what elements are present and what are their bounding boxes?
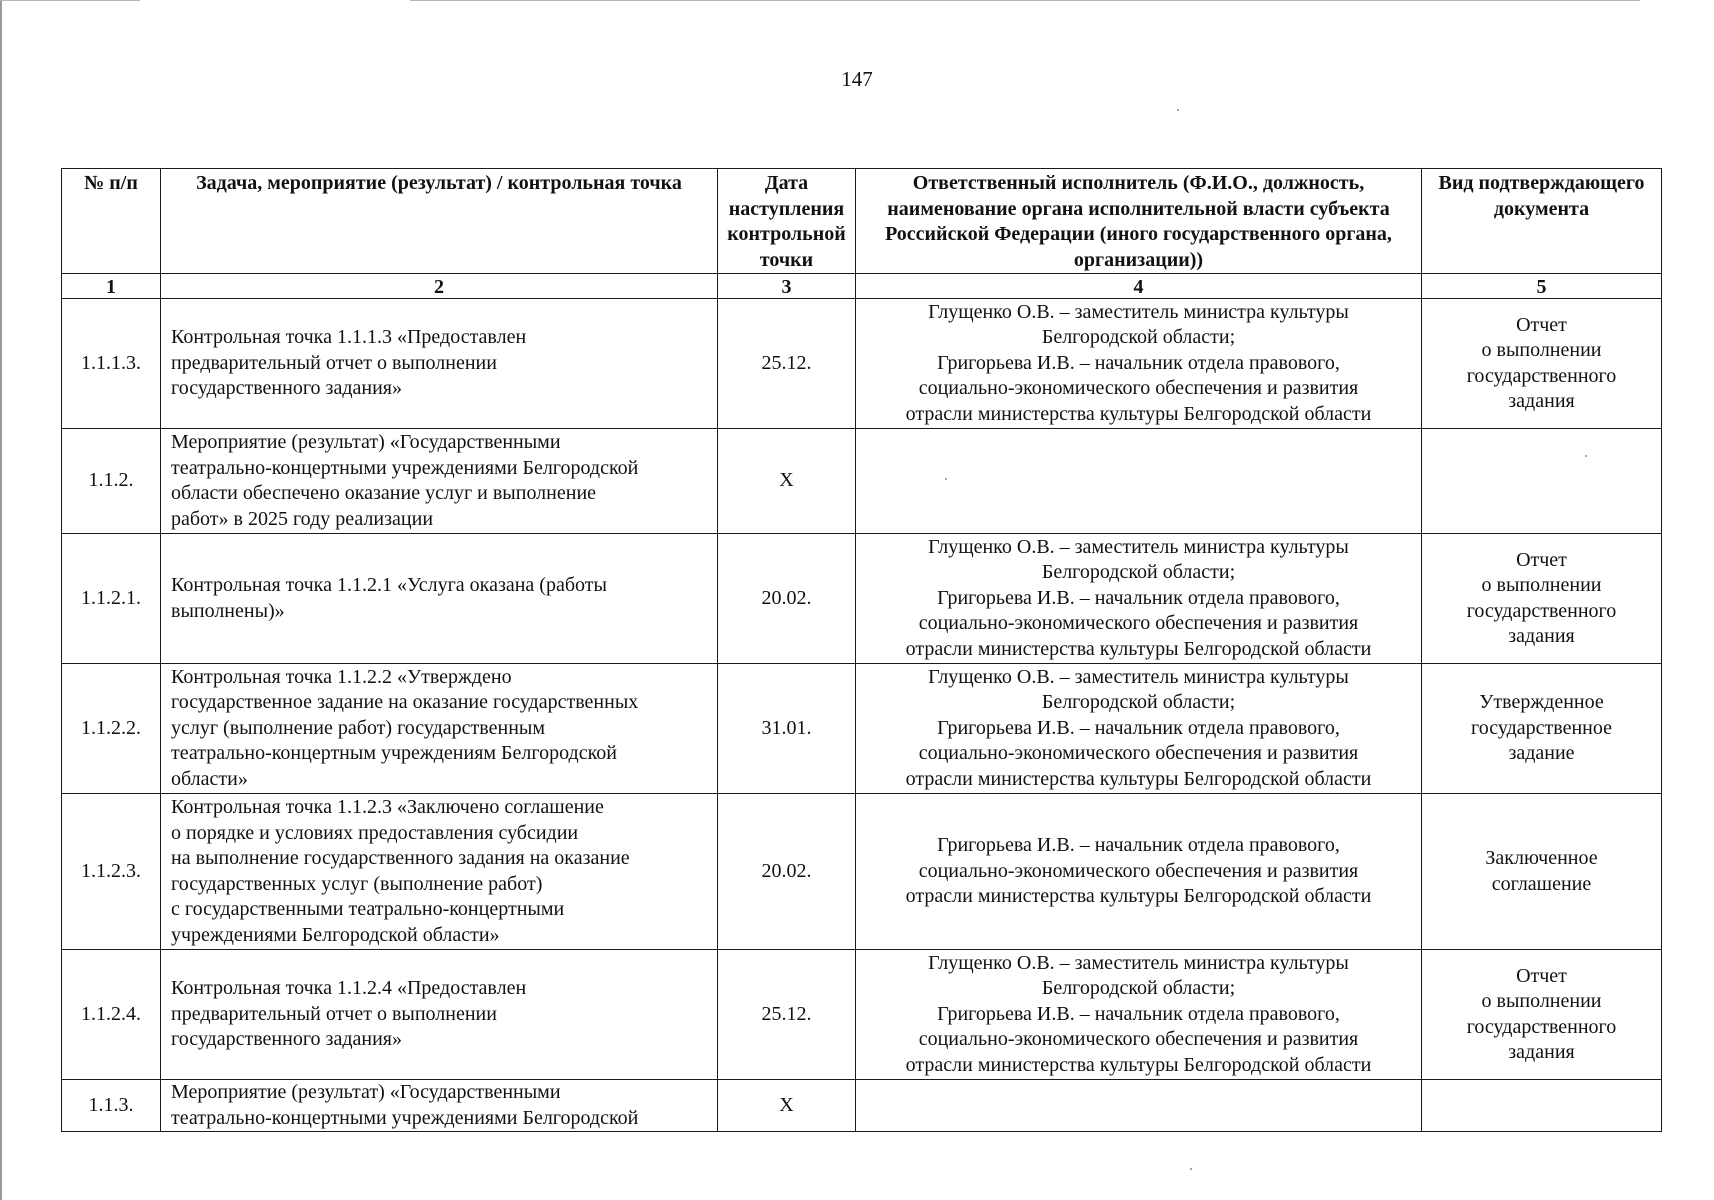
row-number: 1.1.2.4. [62, 950, 161, 1080]
row-document: Отчет о выполнении государственного задания [1422, 299, 1662, 429]
row-responsible [856, 1080, 1422, 1132]
row-task: Мероприятие (результат) «Государственными театрально-концертными учреждениями Белгородской области обеспечено оказание услуг и выполнение работ» в 2025 году реализации [161, 429, 718, 534]
row-date: 31.01. [718, 664, 856, 794]
header-task: Задача, мероприятие (результат) / контрольная точка [161, 169, 718, 274]
row-document: Заключенное соглашение [1422, 794, 1662, 950]
scan-speck [1190, 1168, 1192, 1170]
column-number-row [62, 274, 1662, 299]
row-task: Контрольная точка 1.1.1.3 «Предоставлен предварительный отчет о выполнении государственного задания» [161, 299, 718, 429]
table-row [62, 664, 1662, 794]
column-number: 1 [62, 274, 161, 299]
row-document: Отчет о выполнении государственного задания [1422, 534, 1662, 664]
row-task: Мероприятие (результат) «Государственными театрально-концертными учреждениями Белгородской [161, 1080, 718, 1132]
column-number: 5 [1422, 274, 1662, 299]
scan-artifact-line [0, 0, 140, 1]
row-date: 25.12. [718, 299, 856, 429]
row-number: 1.1.2.1. [62, 534, 161, 664]
row-date: Х [718, 429, 856, 534]
row-number: 1.1.2. [62, 429, 161, 534]
row-responsible: Глущенко О.В. – заместитель министра культуры Белгородской области; Григорьева И.В. – начальник отдела правового, социально-экономического обеспечения и развития отрасли министерства культуры Белгородской области [856, 664, 1422, 794]
header-document: Вид подтверждающего документа [1422, 169, 1662, 274]
header-number: № п/п [62, 169, 161, 274]
scan-speck [945, 478, 947, 480]
row-date: 20.02. [718, 794, 856, 950]
row-task: Контрольная точка 1.1.2.2 «Утверждено государственное задание на оказание государственных услуг (выполнение работ) государственным театрально-концертным учреждениям Белгородской области» [161, 664, 718, 794]
column-number: 3 [718, 274, 856, 299]
row-task: Контрольная точка 1.1.2.4 «Предоставлен предварительный отчет о выполнении государственного задания» [161, 950, 718, 1080]
header-date: Дата наступления контрольной точки [718, 169, 856, 274]
row-task: Контрольная точка 1.1.2.3 «Заключено соглашение о порядке и условиях предоставления субсидии на выполнение государственного задания на оказание государственных услуг (выполнение работ) с государственными театрально-концертными учреждениями Белгородской области» [161, 794, 718, 950]
scan-artifact-line [410, 0, 1640, 1]
column-number: 4 [856, 274, 1422, 299]
scan-speck [1177, 109, 1179, 111]
row-document: Утвержденное государственное задание [1422, 664, 1662, 794]
row-document [1422, 429, 1662, 534]
row-task: Контрольная точка 1.1.2.1 «Услуга оказана (работы выполнены)» [161, 534, 718, 664]
row-date: 20.02. [718, 534, 856, 664]
column-number: 2 [161, 274, 718, 299]
control-points-table [61, 168, 1662, 1132]
header-responsible: Ответственный исполнитель (Ф.И.О., должность, наименование органа исполнительной власти субъекта Российской Федерации (иного государственного органа, организации)) [856, 169, 1422, 274]
row-document: Отчет о выполнении государственного задания [1422, 950, 1662, 1080]
page-number: 147 [841, 67, 873, 91]
row-date: Х [718, 1080, 856, 1132]
table-row [62, 429, 1662, 534]
table-row [62, 1080, 1662, 1132]
table-row [62, 534, 1662, 664]
row-document [1422, 1080, 1662, 1132]
scan-speck [1585, 455, 1587, 457]
row-number: 1.1.2.2. [62, 664, 161, 794]
table-header-row [62, 169, 1662, 274]
table-row [62, 794, 1662, 950]
row-date: 25.12. [718, 950, 856, 1080]
row-responsible [856, 429, 1422, 534]
row-number: 1.1.3. [62, 1080, 161, 1132]
scan-edge [0, 0, 2, 1200]
row-number: 1.1.1.3. [62, 299, 161, 429]
row-responsible: Глущенко О.В. – заместитель министра культуры Белгородской области; Григорьева И.В. – начальник отдела правового, социально-экономического обеспечения и развития отрасли министерства культуры Белгородской области [856, 299, 1422, 429]
row-responsible: Глущенко О.В. – заместитель министра культуры Белгородской области; Григорьева И.В. – начальник отдела правового, социально-экономического обеспечения и развития отрасли министерства культуры Белгородской области [856, 534, 1422, 664]
table-row [62, 950, 1662, 1080]
row-responsible: Глущенко О.В. – заместитель министра культуры Белгородской области; Григорьева И.В. – начальник отдела правового, социально-экономического обеспечения и развития отрасли министерства культуры Белгородской области [856, 950, 1422, 1080]
row-responsible: Григорьева И.В. – начальник отдела правового, социально-экономического обеспечения и развития отрасли министерства культуры Белгородской области [856, 794, 1422, 950]
row-number: 1.1.2.3. [62, 794, 161, 950]
table-row [62, 299, 1662, 429]
